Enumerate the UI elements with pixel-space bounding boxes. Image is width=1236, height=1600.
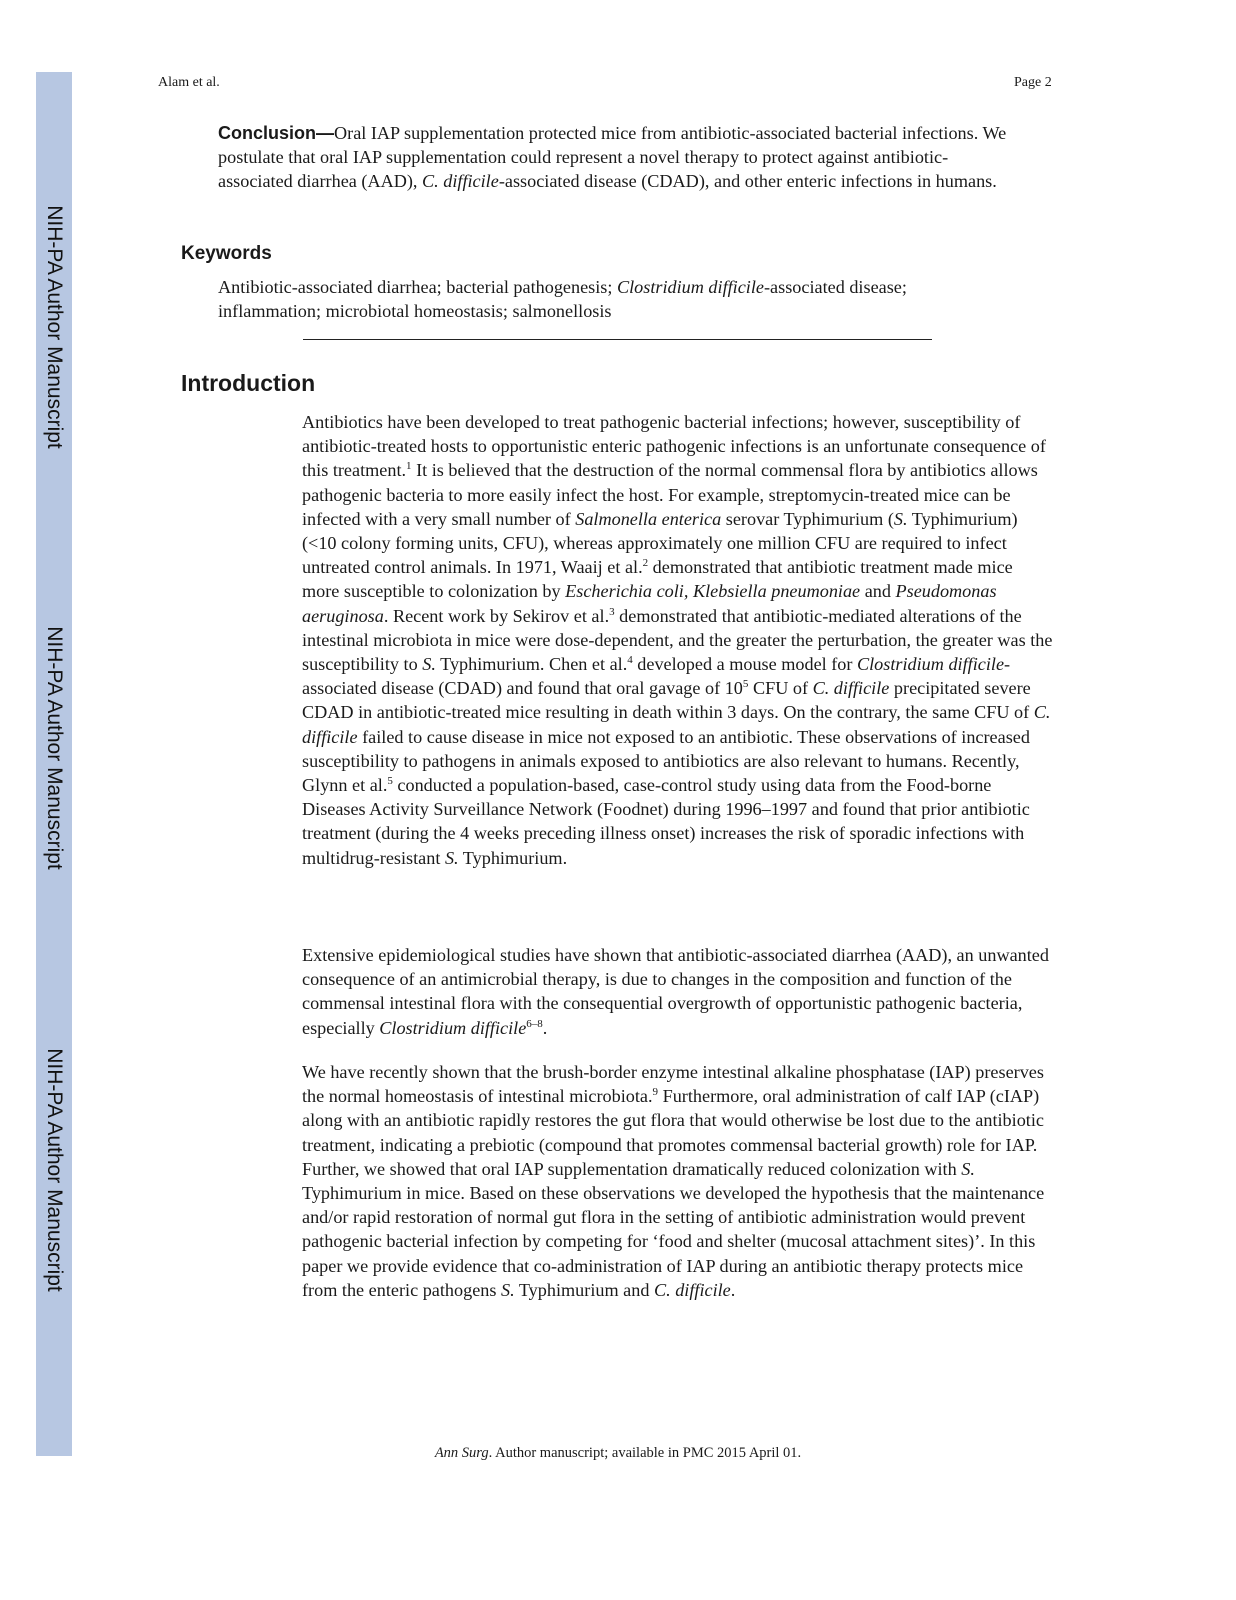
sidebar-label: NIH-PA Author Manuscript	[43, 205, 66, 449]
exponent: 5	[742, 678, 749, 691]
keywords-list	[218, 275, 1008, 323]
sidebar-label: NIH-PA Author Manuscript	[43, 1048, 66, 1292]
intro-paragraph-2: Extensive epidemiological studies have shown that antibiotic-associated diarrhea (AAD), an unwanted consequence of an antimicrobial therapy, is due to changes in the composition and function of the commensal intestinal flora with the consequential overgrowth of opportunistic pathogenic bacteria, especially Clostridium difficile$^{6-8}$.	[302, 945, 1049, 1038]
conclusion-heading: Conclusion—	[218, 123, 334, 143]
citation: 2	[642, 557, 649, 570]
footer-citation	[0, 1445, 1236, 1462]
species-name: Clostridium difficile	[616, 277, 764, 297]
citation: 6–8	[526, 1017, 543, 1030]
journal-name: Ann Surg	[434, 1445, 489, 1461]
conclusion-text: Oral IAP supplementation protected mice from antibiotic-associated bacterial infections. We postulate that oral IAP supplementation could represent a novel therapy to protect against antibiotic-associated diarrhea (AAD),	[218, 123, 1007, 191]
intro-paragraph-1: Antibiotics have been developed to treat pathogenic bacterial infections; however, susceptibility of antibiotic-treated hosts to opportunistic enteric pathogenic infections is an unfortunate consequence of this treatment.$^1$ It is believed that the destruction of the normal commensal flora by antibiotics allows pathogenic bacteria to more easily infect the host. For example, streptomycin-treated mice can be infected with a very small number of Salmonella enterica serovar Typhimurium (S. Typhimurium) (<10 colony forming units, CFU), whereas approximately one million CFU are required to infect untreated control animals. In 1971, Waaij et al.$^2$ demonstrated that antibiotic treatment made mice more susceptible to colonization by Escherichia coli, Klebsiella pneumoniae and Pseudomonas aeruginosa. Recent work by Sekirov et al.$^3$ demonstrated that antibiotic-mediated alterations of the intestinal microbiota in mice were dose-dependent, and the greater the perturbation, the greater was the susceptibility to S. Typhimurium. Chen et al.$^4$ developed a mouse model for Clostridium difficile-associated disease (CDAD) and found that oral gavage of $10^5$ CFU of C. difficile precipitated severe CDAD in antibiotic-treated mice resulting in death within 3 days. On the contrary, the same CFU of C. difficile failed to cause disease in mice not exposed to an antibiotic. These observations of increased susceptibility to pathogens in animals exposed to antibiotics are also relevant to humans. Recently, Glynn et al.$^5$ conducted a population-based, case-control study using data from the Food-borne Diseases Activity Surveillance Network (Foodnet) during 1996–1997 and found that prior antibiotic treatment (during the 4 weeks preceding illness onset) increases the risk of sporadic infections with multidrug-resistant S. Typhimurium.	[302, 412, 1053, 868]
keywords-heading: Keywords	[181, 243, 272, 264]
footer-text: . Author manuscript; available in PMC 2015 April 01.	[488, 1445, 802, 1461]
sidebar-label: NIH-PA Author Manuscript	[43, 626, 66, 870]
keywords-text: -associated disease; inflammation; microbiotal homeostasis; salmonellosis	[218, 277, 907, 321]
page-number: Page 2	[1014, 75, 1052, 90]
citation: 1	[406, 460, 412, 473]
conclusion-block	[218, 121, 1018, 193]
citation: 3	[609, 605, 615, 618]
running-head-author: Alam et al.	[158, 75, 220, 90]
citation: 9	[652, 1086, 659, 1099]
species-name: C. difficile	[422, 171, 499, 191]
intro-paragraph-3: We have recently shown that the brush-border enzyme intestinal alkaline phosphatase (IAP) preserves the normal homeostasis of intestinal microbiota.$^9$ Furthermore, oral administration of calf IAP (cIAP) along with an antibiotic rapidly restores the gut flora that would otherwise be lost due to the antibiotic treatment, indicating a prebiotic (compound that promotes commensal bacterial growth) role for IAP. Further, we showed that oral IAP supplementation dramatically reduced colonization with S. Typhimurium in mice. Based on these observations we developed the hypothesis that the maintenance and/or rapid restoration of normal gut flora in the setting of antibiotic administration would prevent pathogenic bacterial infection by competing for ‘food and shelter (mucosal attachment sites)’. In this paper we provide evidence that co-administration of IAP during an antibiotic therapy protects mice from the enteric pathogens S. Typhimurium and C. difficile.	[302, 1062, 1045, 1300]
conclusion-text: -associated disease (CDAD), and other enteric infections in humans.	[498, 171, 997, 191]
citation: 5	[387, 774, 393, 787]
keywords-text: Antibiotic-associated diarrhea; bacterial pathogenesis;	[218, 277, 617, 297]
citation: 4	[627, 653, 633, 666]
introduction-heading: Introduction	[181, 370, 316, 396]
section-divider	[303, 339, 932, 340]
